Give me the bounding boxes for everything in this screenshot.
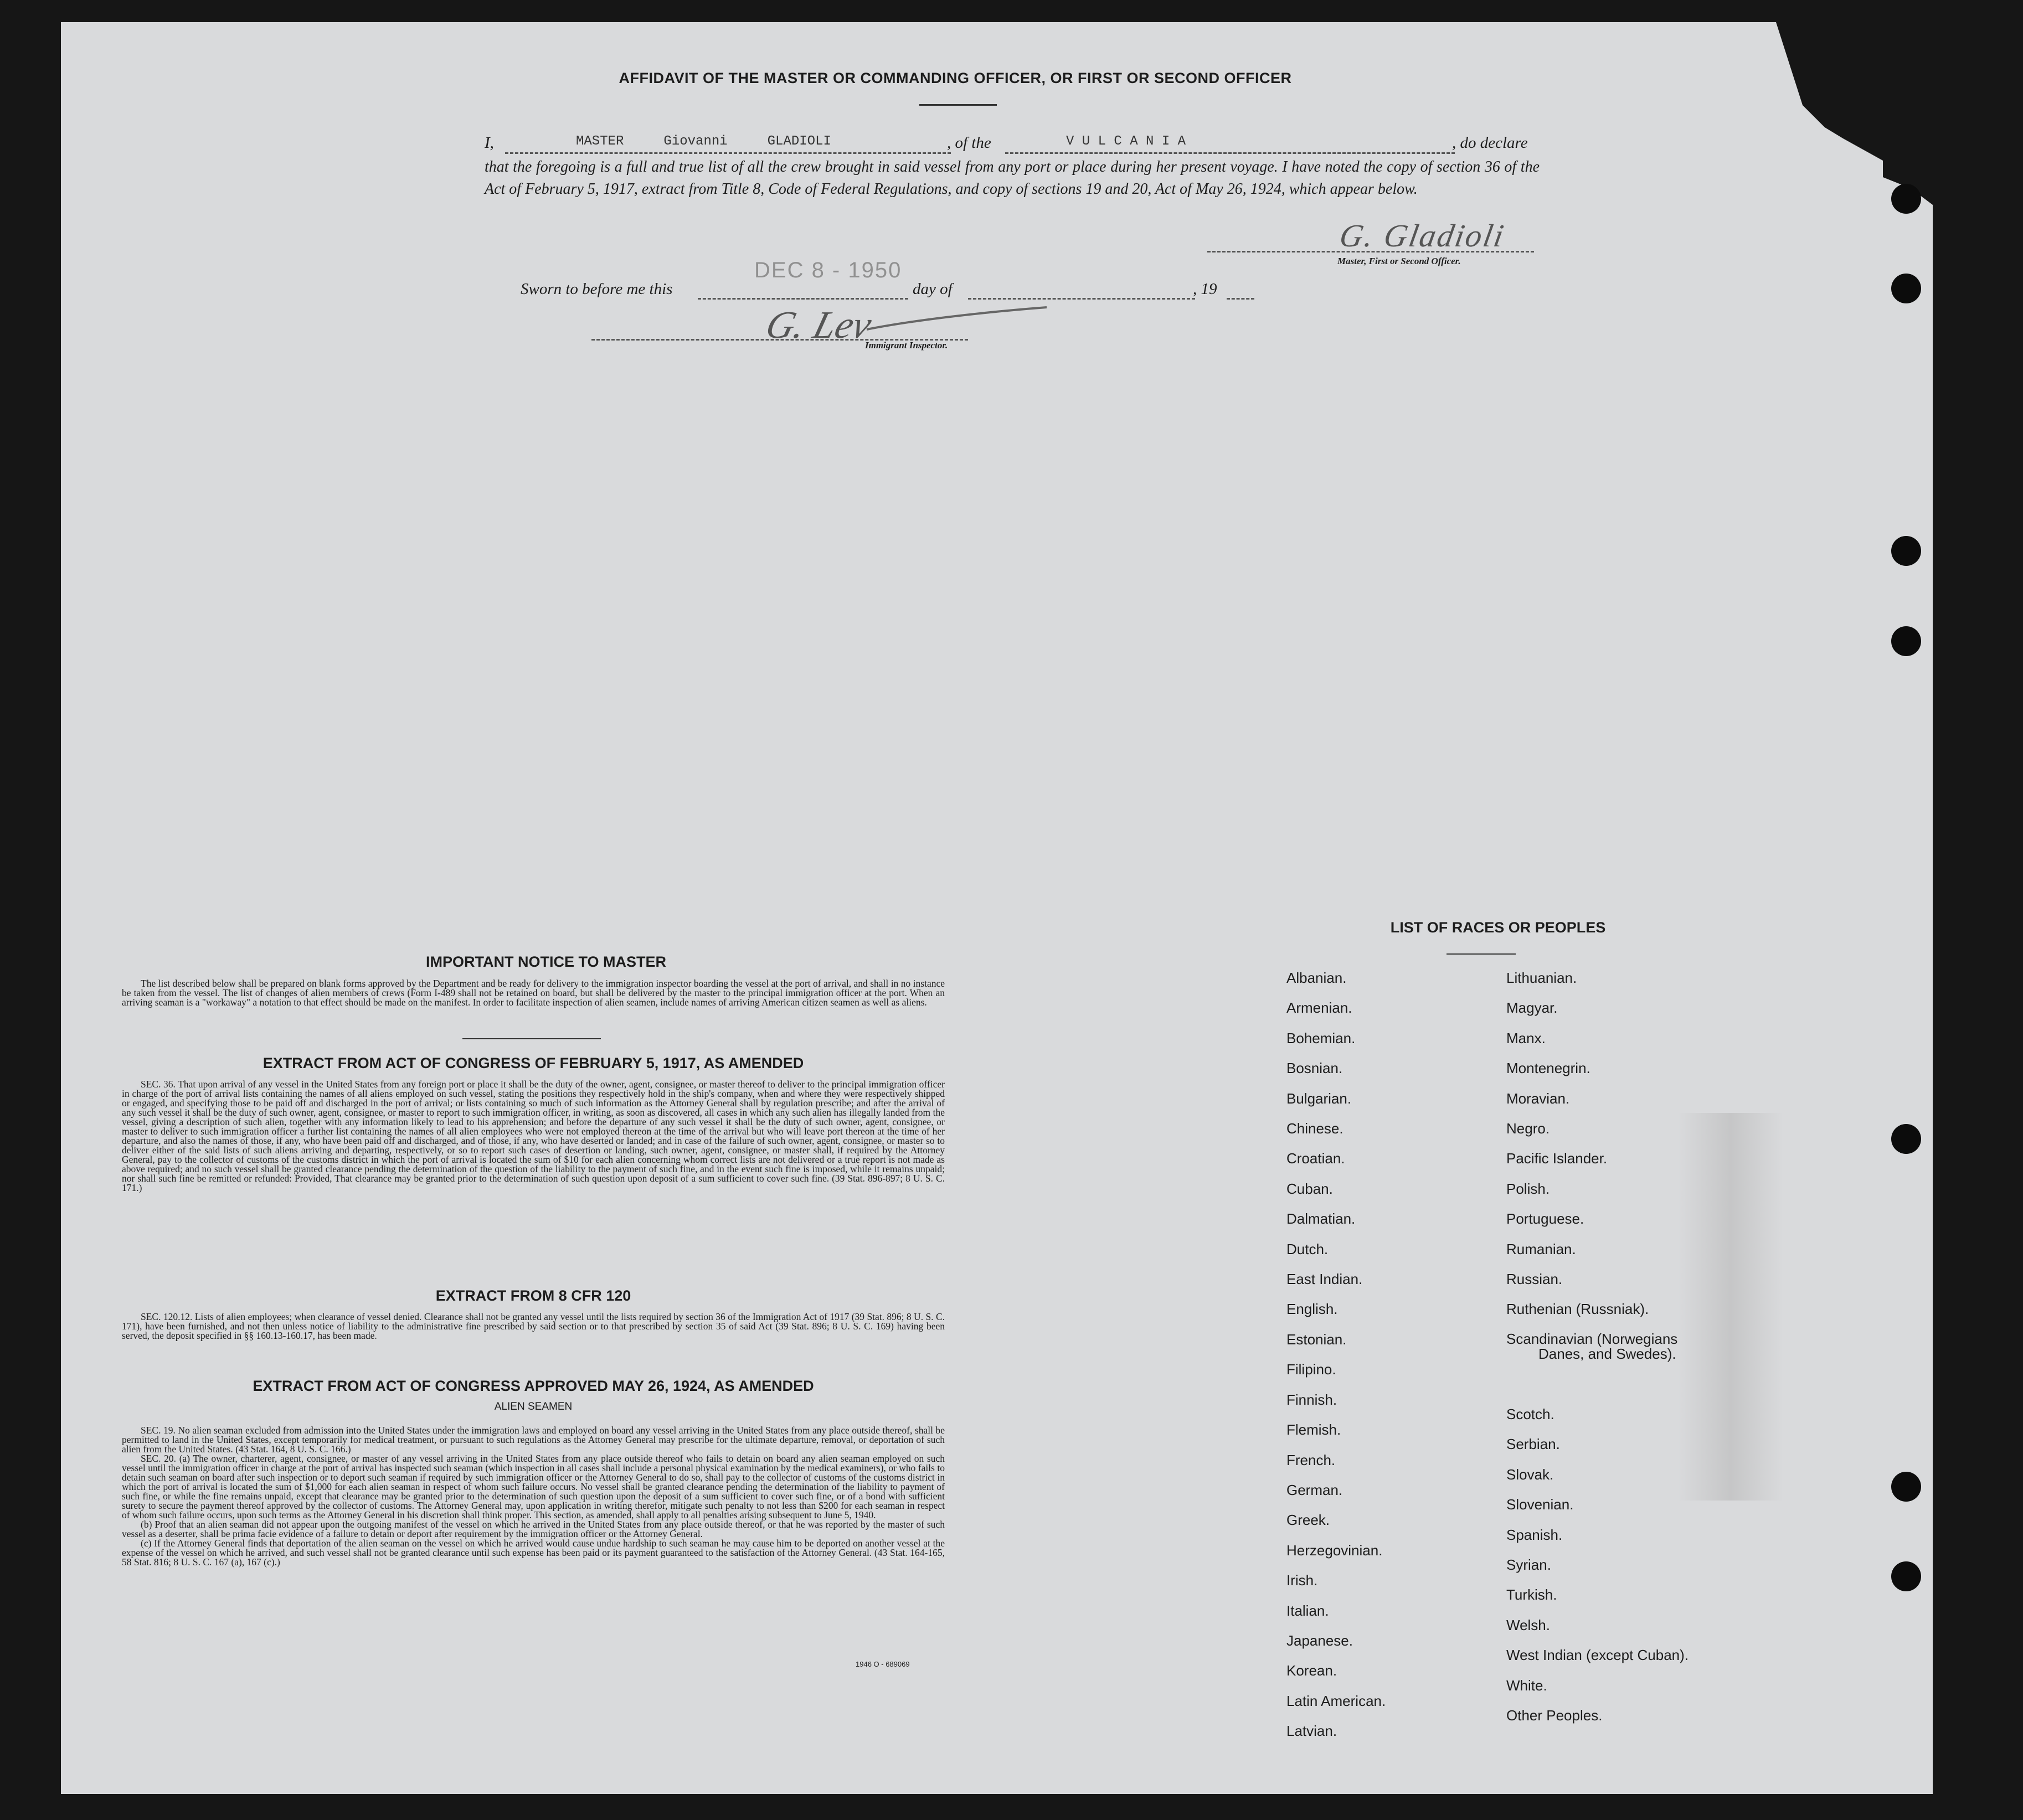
notice-text [122,979,945,1007]
master-signature: G. Gladioli [1337,218,1508,254]
of-the-label: , of the [947,134,991,152]
race-item: Pacific Islander. [1506,1150,1608,1167]
race-item: Manx. [1506,1029,1546,1046]
race-item: Montenegrin. [1506,1060,1590,1077]
race-item: Serbian. [1506,1436,1560,1453]
race-item: Estonian. [1286,1331,1347,1348]
race-item: French. [1286,1451,1336,1468]
declare-label: , do declare [1452,134,1528,152]
alien-seamen-subtitle: ALIEN SEAMEN [494,1401,573,1412]
declarant-line [505,152,951,154]
declarant-name: MASTER Giovanni GLADIOLI [576,134,831,149]
year-line [1227,298,1254,300]
race-item: Ruthenian (Russniak). [1506,1301,1649,1318]
sworn-label: Sworn to before me this [521,280,673,298]
race-item: Magyar. [1506,999,1558,1017]
race-item: Bohemian. [1286,1029,1356,1046]
extract-1924-text [122,1426,945,1567]
races-right-column [1506,963,1689,1730]
extract-cfr-title: EXTRACT FROM 8 CFR 120 [435,1287,631,1304]
race-item: Finnish. [1286,1391,1337,1408]
section-20c-paragraph: (c) If the Attorney General finds that deportation of the alien seaman on the vessel on which he arrived would cause undue hardship to such seaman he may cause him to be deported on another vessel at the expense of the vessel on which he arrived, and such vessel shall not be granted clearance until such expense has been paid or its payment guaranteed to the satisfaction of the Attorney General. (43 Stat. 164-165, 58 Stat. 816; 8 U. S. C. 167 (a), 167 (c).) [122,1538,945,1568]
races-title: LIST OF RACES OR PEOPLES [1390,919,1606,936]
race-item: Portuguese. [1506,1210,1584,1228]
vessel-line [1005,152,1455,154]
punch-hole [1891,536,1921,566]
date-stamp: DEC 8 - 1950 [754,258,902,282]
race-item: Albanian. [1286,970,1347,986]
race-item: Herzegovinian. [1286,1541,1383,1559]
extract-1917-text [122,1080,945,1193]
year-label: , 19 [1193,280,1217,298]
race-item: Rumanian. [1506,1240,1576,1257]
race-item: Spanish. [1506,1526,1563,1543]
divider [1447,953,1516,955]
section-20b-paragraph: (b) Proof that an alien seaman did not appear upon the outgoing manifest of the vessel on which he arrived in the United States from any place outside thereof, or that he was reported by the master of such vessel as a deserter, shall be prima facie evidence of a failure to detain or deport after requirement by the immigration officer or the Attorney General. [122,1519,945,1539]
affidavit-body: that the foregoing is a full and true list of all the crew brought in said vessel from any port or place during her present voyage. I have noted the copy of section 36 of the Act of February 5, 1917, extract from Title 8, Code of Federal Regulations, and copy of sections 19 and 20, Act of May 26, 1924, which appear below. [485,158,1540,198]
race-item: Negro. [1506,1120,1550,1137]
sworn-day-line [698,298,908,300]
race-item: German. [1286,1481,1343,1498]
print-code: 1946 O - 689069 [856,1660,910,1668]
affidavit-i-label: I, [485,134,494,152]
extract-1917-title: EXTRACT FROM ACT OF CONGRESS OF FEBRUARY 5, 1917, AS AMENDED [262,1055,804,1071]
race-item: Latvian. [1286,1723,1337,1740]
race-item: Polish. [1506,1180,1550,1197]
race-item: Bosnian. [1286,1060,1343,1077]
extract-1924-title: EXTRACT FROM ACT OF CONGRESS APPROVED MAY 26, 1924, AS AMENDED [253,1378,814,1394]
master-caption: Master, First or Second Officer. [1337,256,1461,266]
inspector-signature: G. Lev [761,304,877,347]
punch-hole [1891,626,1921,656]
race-item: Japanese. [1286,1632,1353,1649]
race-item: Italian. [1286,1602,1329,1619]
vessel-name: V U L C A N I A [1066,134,1186,149]
day-of-label: day of [913,280,953,298]
race-item: Dutch. [1286,1240,1329,1257]
race-item: Latin American. [1286,1692,1386,1709]
race-item: Slovak. [1506,1466,1554,1483]
punch-hole [1891,1561,1921,1591]
section-19-paragraph: SEC. 19. No alien seaman excluded from admission into the United States under the immigration laws and employed on board any vessel arriving in the United States from any place outside thereof, shall be permitted to land in the United States, except temporarily for medical treatment, or pursuant to such regulations as the Attorney General may prescribe for the ultimate departure, removal, or deportation of such alien from the United States. (43 Stat. 164, 8 U. S. C. 166.) [122,1425,945,1455]
race-item: Filipino. [1286,1361,1336,1378]
race-item: Armenian. [1286,999,1352,1017]
race-item: Syrian. [1506,1556,1551,1573]
month-line [968,298,1195,300]
punch-hole [1891,184,1921,214]
race-item: Lithuanian. [1506,970,1577,986]
race-item: Greek. [1286,1512,1330,1529]
race-item: West Indian (except Cuban). [1506,1647,1689,1664]
race-item: Turkish. [1506,1586,1557,1604]
divider [919,104,997,106]
race-item: Scandinavian (Norwegians [1506,1330,1678,1347]
extract-cfr-text [122,1312,945,1340]
race-item: Croatian. [1286,1150,1345,1167]
section-120-12-paragraph: SEC. 120.12. Lists of alien employees; when clearance of vessel denied. Clearance shall not be granted any vessel until the lists required by section 36 of the Immigration Act of 1917 (39 Stat. 896; 8 U. S. C. 171), have been furnished, and not then unless notice of liability to the administrative fine prescribed by said section or to that prescribed by section 35 of said Act (39 Stat. 896; 8 U. S. C. 169) having been served, the deposit specified in §§ 160.13-160.17, has been made. [122,1311,945,1341]
section-36-paragraph: SEC. 36. That upon arrival of any vessel in the United States from any foreign port or place it shall be the duty of the owner, agent, consignee, or master thereof to deliver to the principal immigration officer in charge of the port of arrival lists containing the names of all aliens employed on such vessel, stating the positions they respectively hold in the ship's company, when and where they were respectively shipped or engaged, and specifying those to be paid off and discharged in the port of arrival; or lists containing so much of such information as the Attorney General shall by regulation prescribe; and after the arrival of any such vessel it shall be the duty of such owner, agent, consignee, or master to report to such immigration officer, in writing, as soon as discovered, all cases in which any such alien has illegally landed from the vessel, giving a description of such alien, together with any information likely to lead to his apprehension; and before the departure of any such vessel it shall be the duty of such owner, agent, consignee, or master to deliver to such immigration officer a further list containing the names of all alien employees who were not employed thereon at the time of the arrival but who will leave port thereon at the time of her departure, and also the names of those, if any, who have been paid off and discharged, and of those, if any, who have deserted or landed; and in case of the failure of such owner, agent, consignee, or master so to deliver either of the said lists of such aliens arriving and departing, respectively, or so to report such cases of desertion or landing, such owner, agent, consignee, or master shall, if required by the Attorney General, pay to the collector of customs of the customs district in which the port of arrival is located the sum of $10 for each alien concerning whom correct lists are not delivered or a true report is not made as above required; and no such vessel shall be granted clearance pending the determination of the question of the liability to the payment of such fine, and in the event such fine is imposed, while it remains unpaid; nor shall such fine be remitted or refunded: Provided, That clearance may be granted prior to the determination of such question upon deposit of a sum sufficient to cover such fine. (39 Stat. 896-897; 8 U. S. C. 171.) [122,1079,945,1193]
inspector-signature-stroke [864,305,1052,338]
race-item: White. [1506,1677,1547,1694]
punch-hole [1891,1472,1921,1502]
races-left-column [1286,963,1386,1746]
race-item: Other Peoples. [1506,1706,1603,1724]
punch-hole [1891,1124,1921,1154]
race-item: English. [1286,1301,1338,1318]
punch-hole [1891,274,1921,303]
affidavit-title: AFFIDAVIT OF THE MASTER OR COMMANDING OFFICER, OR FIRST OR SECOND OFFICER [619,70,1292,86]
race-item: Slovenian. [1506,1496,1574,1513]
race-item: Danes, and Swedes). [1538,1345,1676,1362]
race-item: Dalmatian. [1286,1210,1356,1228]
section-20a-paragraph: SEC. 20. (a) The owner, charterer, agent, consignee, or master of any vessel arriving in the United States from any place outside thereof who fails to detain on board any alien seaman employed on such vessel until the immigration officer in charge at the port of arrival has inspected such seaman (which inspection in all cases shall include a personal physical examination by the medical examiners), or who fails to detain such seaman on board after such inspection or to deport such seaman if required by such immigration officer or the Attorney General to do so, shall pay to the collector of customs of the customs district in which the port of arrival is located the sum of $1,000 for each alien seaman in respect of whom such failure occurs. No vessel shall be granted clearance pending the determination of the liability to payment of such fine, or while the fine remains unpaid, except that clearance may be granted prior to the determination of such question upon the deposit of a sum sufficient to cover such fine, or of a bond with sufficient surety to secure the payment thereof approved by the collector of customs. The Attorney General may, upon application in writing therefor, mitigate such penalty to not less than $200 for each seaman in respect of whom such failure occurs, upon such terms as the Attorney General in his discretion shall think proper. This section, as amended, shall apply to all penalties arising subsequent to June 5, 1940. [122,1453,945,1520]
notice-title: IMPORTANT NOTICE TO MASTER [426,953,666,970]
race-item: Flemish. [1286,1421,1341,1439]
divider [462,1038,601,1039]
race-item: East Indian. [1286,1271,1363,1288]
race-item: Welsh. [1506,1616,1550,1633]
paper-stain [1678,1113,1783,1501]
race-item: Chinese. [1286,1120,1343,1137]
race-item: Scotch. [1506,1405,1554,1422]
race-item: Moravian. [1506,1090,1570,1107]
race-item: Bulgarian. [1286,1090,1352,1107]
race-item: Korean. [1286,1662,1337,1679]
inspector-caption: Immigrant Inspector. [865,340,948,350]
race-item: Russian. [1506,1271,1563,1288]
race-item: Irish. [1286,1572,1318,1589]
race-item: Cuban. [1286,1180,1333,1197]
notice-paragraph: The list described below shall be prepared on blank forms approved by the Department and be ready for delivery to the immigration inspector boarding the vessel at the port of arrival, and shall in no instance be taken from the vessel. The list of changes of alien members of crews (Form I-489 shall not be retained on board, but shall be delivered by the master to the principal immigration officer at the port. When an arriving seaman is a "workaway" a notation to that effect should be made on the manifest. In order to facilitate inspection of alien seamen, include names of arriving American citizen seamen as well as aliens. [122,978,945,1008]
